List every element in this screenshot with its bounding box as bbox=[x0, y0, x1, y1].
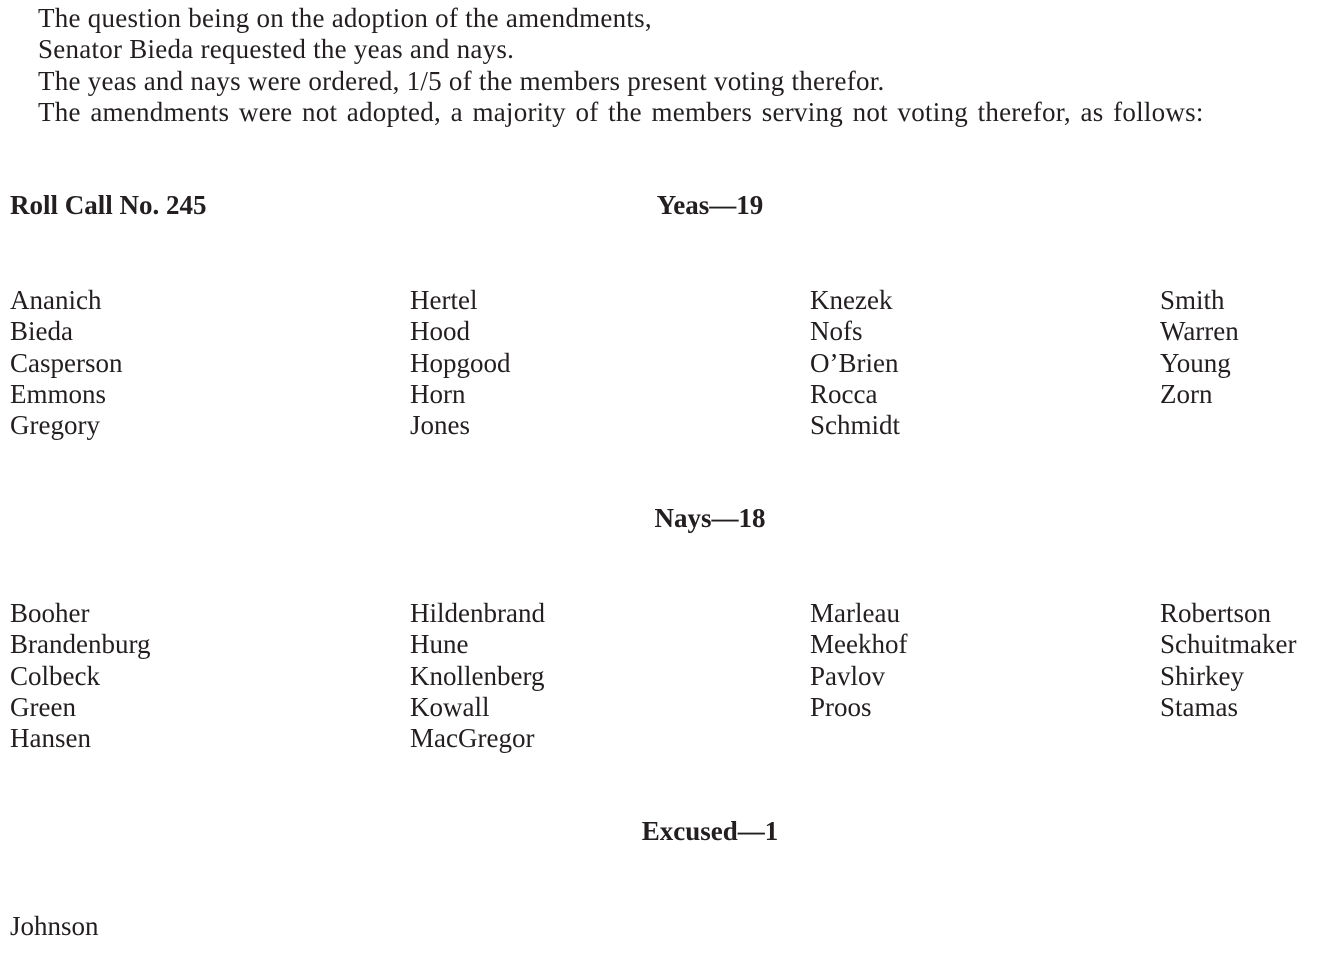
member-name: Schmidt bbox=[810, 410, 901, 441]
member-name: Knezek bbox=[810, 285, 893, 315]
member-name: Zorn bbox=[1160, 378, 1213, 409]
member-name: Smith bbox=[1160, 285, 1225, 315]
member-name: Booher bbox=[10, 598, 90, 628]
nays-column bbox=[410, 598, 545, 754]
intro-line: The yeas and nays were ordered, 1/5 of the members present voting therefor. bbox=[38, 65, 885, 96]
member-name: Marleau bbox=[810, 598, 900, 628]
roll-call-title: Roll Call No. 245 bbox=[10, 190, 207, 220]
member-name: Gregory bbox=[10, 410, 100, 441]
nays-column bbox=[10, 598, 150, 754]
yeas-heading: Yeas—19 bbox=[656, 190, 764, 220]
member-name: Meekhof bbox=[810, 629, 908, 660]
member-name: MacGregor bbox=[410, 723, 535, 754]
intro-paragraph bbox=[38, 3, 1204, 128]
member-name: Robertson bbox=[1160, 598, 1271, 628]
member-name: Nofs bbox=[810, 316, 863, 347]
member-name: Hildenbrand bbox=[410, 598, 545, 628]
excused-heading: Excused—1 bbox=[641, 816, 779, 846]
nays-column bbox=[810, 598, 907, 723]
member-name: Green bbox=[10, 691, 76, 722]
member-name: Kowall bbox=[410, 691, 490, 722]
member-name: Warren bbox=[1160, 316, 1239, 347]
excused-column bbox=[10, 911, 99, 942]
member-name: Brandenburg bbox=[10, 629, 151, 660]
member-name: Horn bbox=[410, 378, 466, 409]
member-name: Hopgood bbox=[410, 347, 511, 378]
intro-line: The question being on the adoption of the amendments, bbox=[38, 3, 652, 33]
member-name: Proos bbox=[810, 691, 872, 722]
yeas-column bbox=[10, 285, 122, 441]
yeas-column bbox=[1160, 285, 1239, 410]
member-name: Pavlov bbox=[810, 660, 886, 691]
member-name: Stamas bbox=[1160, 691, 1238, 722]
member-name: Shirkey bbox=[1160, 660, 1244, 691]
intro-line: Senator Bieda requested the yeas and nays. bbox=[38, 34, 515, 65]
nays-column bbox=[1160, 598, 1296, 723]
member-name: Hood bbox=[410, 316, 470, 347]
member-name: Knollenberg bbox=[410, 660, 545, 691]
member-name: Hune bbox=[410, 629, 469, 660]
nays-heading: Nays—18 bbox=[654, 503, 766, 533]
member-name: Jones bbox=[410, 410, 470, 441]
member-name: Schuitmaker bbox=[1160, 629, 1297, 660]
member-name: Emmons bbox=[10, 378, 107, 409]
member-name: Rocca bbox=[810, 378, 878, 409]
member-name: Colbeck bbox=[10, 660, 100, 691]
member-name: Casperson bbox=[10, 347, 123, 378]
member-name: Ananich bbox=[10, 285, 102, 315]
yeas-column bbox=[810, 285, 900, 441]
member-name: Johnson bbox=[10, 911, 99, 941]
member-name: Hansen bbox=[10, 723, 91, 754]
intro-line: The amendments were not adopted, a majority of the members serving not voting therefor, as follows: bbox=[38, 96, 1204, 127]
yeas-column bbox=[410, 285, 511, 441]
member-name: Bieda bbox=[10, 316, 73, 347]
member-name: Young bbox=[1160, 347, 1231, 378]
member-name: Hertel bbox=[410, 285, 478, 315]
member-name: O’Brien bbox=[810, 347, 899, 378]
